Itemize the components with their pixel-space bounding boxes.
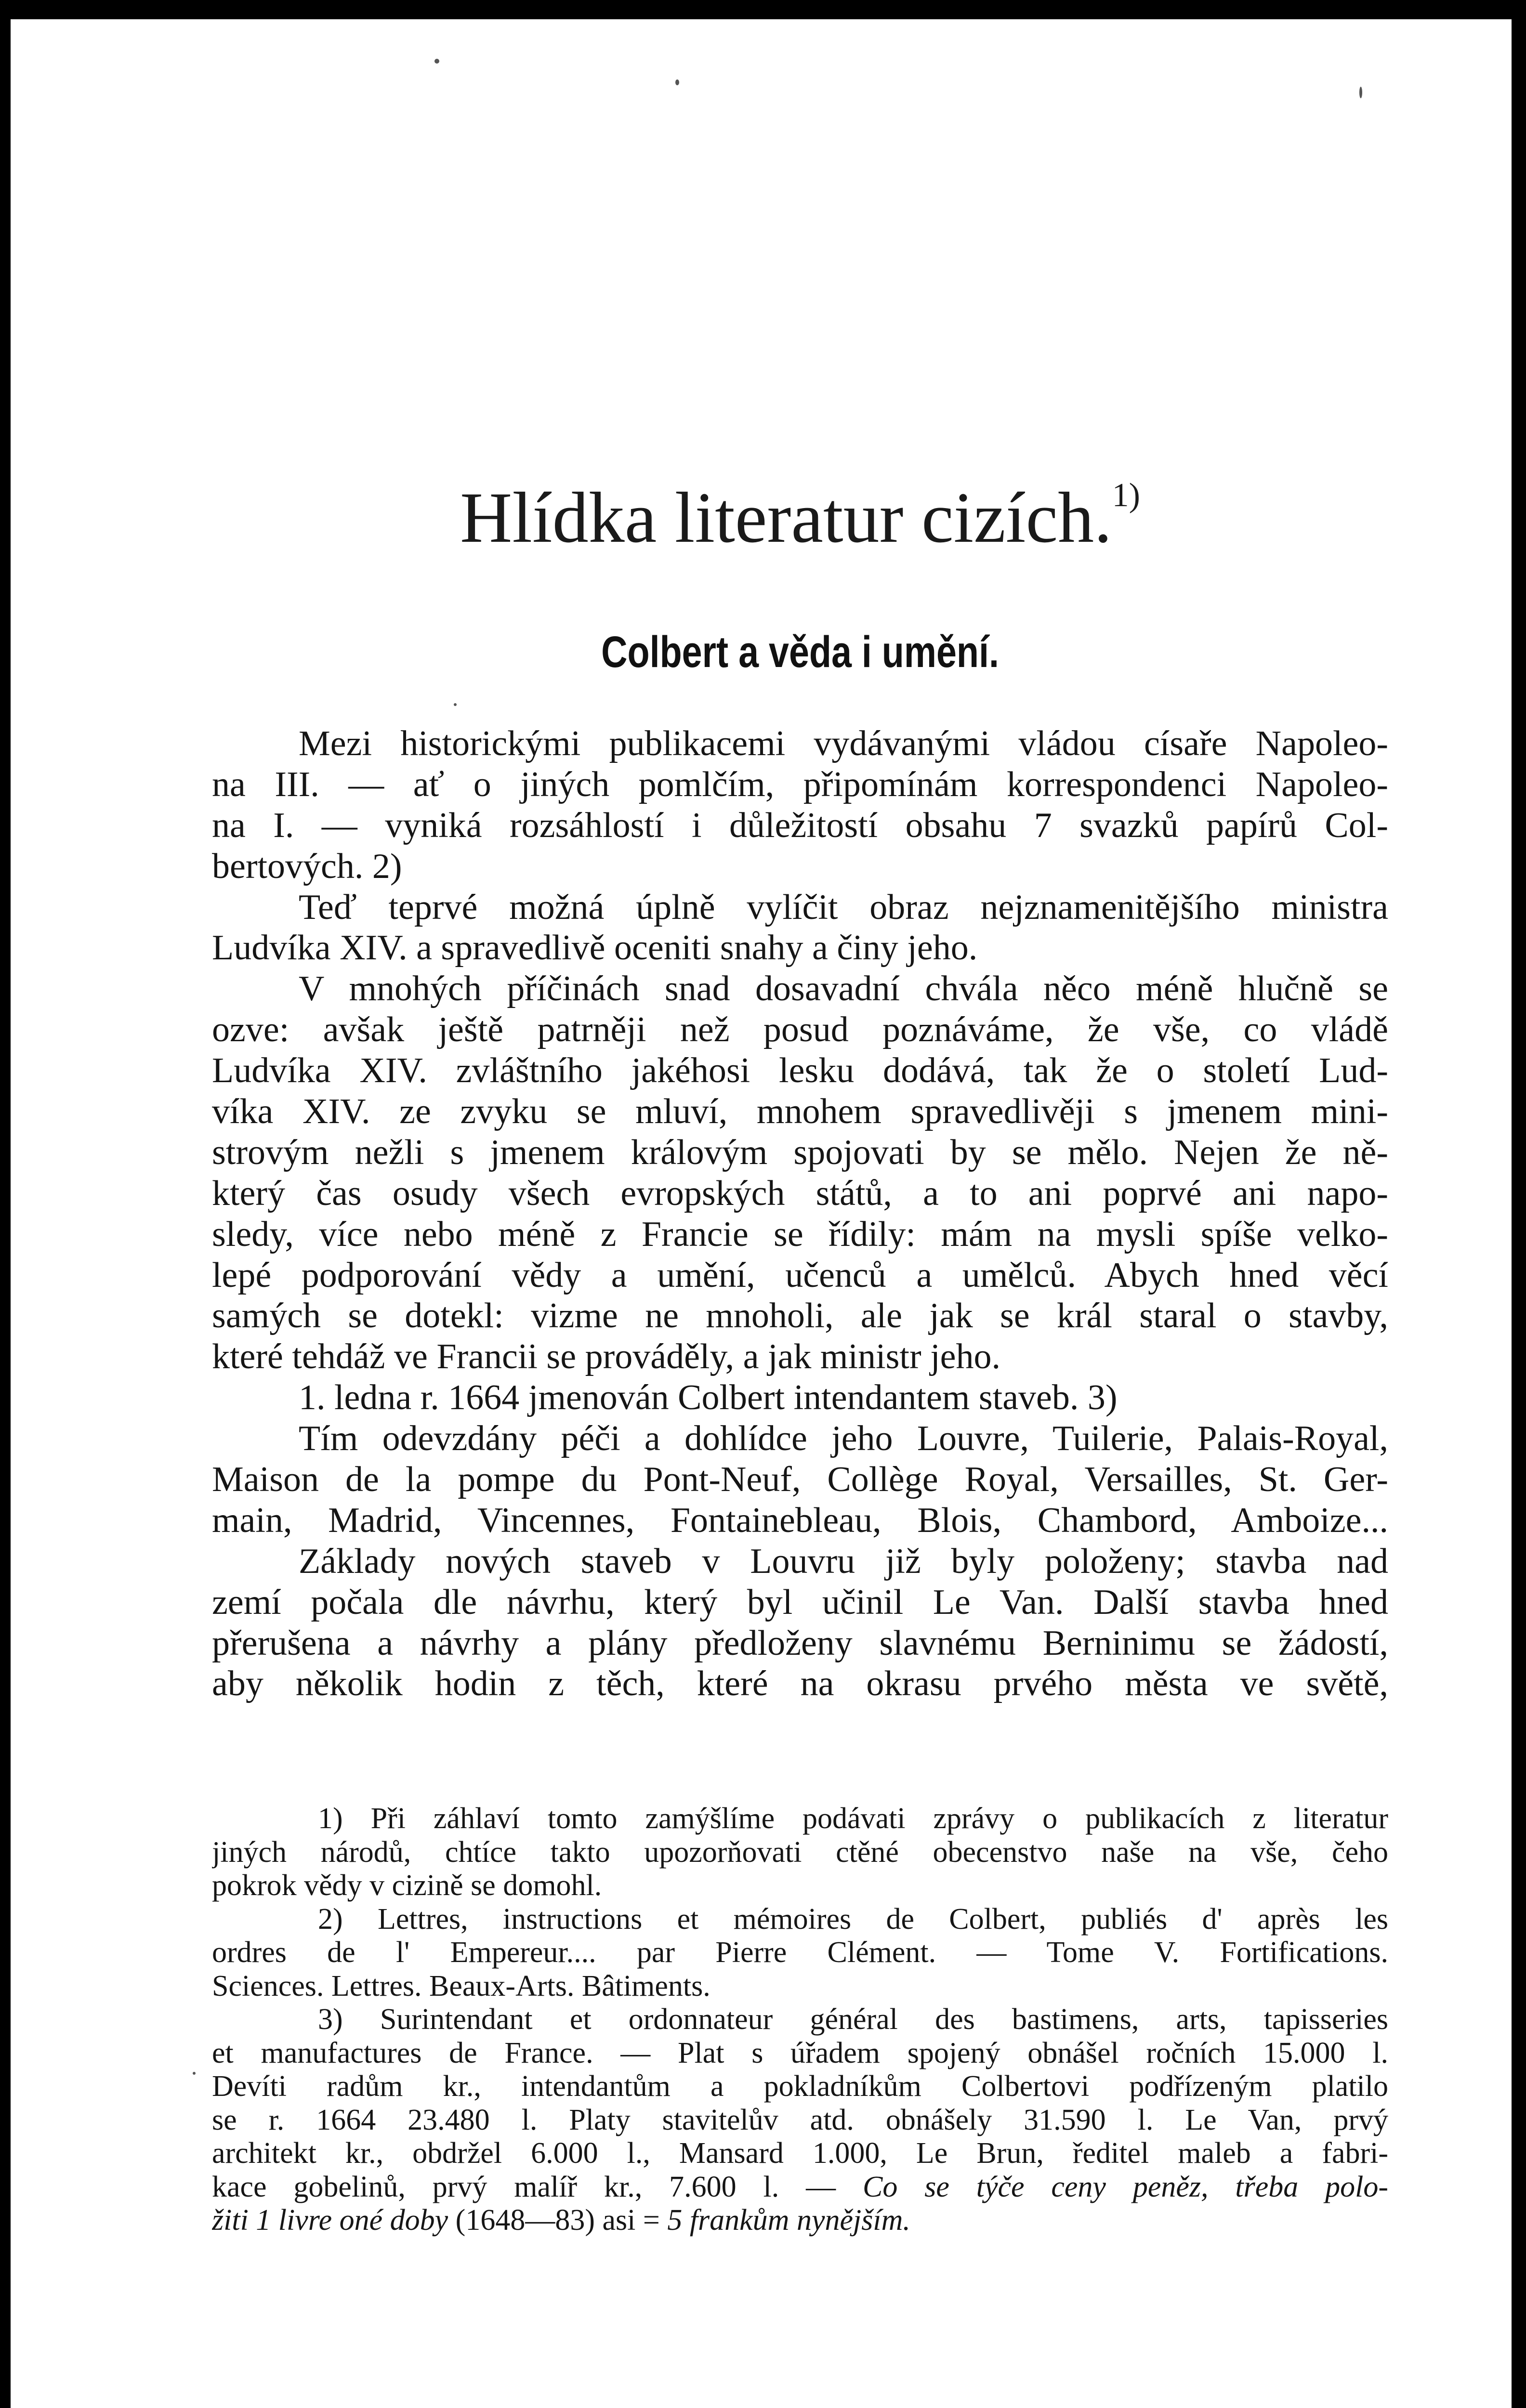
footnote-segment: 1) Při záhlaví tomto zamýšlíme podávati zprávy o publikacích z literatur <box>318 1802 1388 1835</box>
footnote-line <box>212 2171 1388 2204</box>
body-line: ozve: avšak ještě patrněji než posud poznáváme, že vše, co vládě <box>212 1010 1388 1050</box>
footnote-segment: Devíti radům kr., intendantům a pokladníkům Colbertovi podřízeným platilo <box>212 2070 1388 2103</box>
footnote-line <box>212 2003 1388 2037</box>
footnote-segment: 5 frankům nynějším. <box>667 2204 910 2237</box>
body-line: main, Madrid, Vincennes, Fontainebleau, Blois, Chambord, Amboize... <box>212 1500 1388 1540</box>
body-line: na I. — vyniká rozsáhlostí i důležitostí obsahu 7 svazků papírů Col- <box>212 805 1388 845</box>
scan-speck <box>454 703 457 706</box>
footnotes <box>212 1802 1388 2238</box>
body-line: Mezi historickými publikacemi vydávanými vládou císaře Napoleo- <box>299 724 1388 763</box>
footnote-segment: et manufactures de France. — Plat s úřadem spojený obnášel ročních 15.000 l. <box>212 2036 1388 2069</box>
footnote-line <box>212 2137 1388 2171</box>
footnote-line <box>212 2204 1388 2238</box>
footnote-segment: 2) Lettres, instructions et mémoires de Colbert, publiés d' après les <box>318 1902 1388 1936</box>
footnote-line <box>212 1869 1388 1903</box>
scan-speck <box>1359 87 1362 98</box>
article-heading: Colbert a věda i umění. <box>601 628 999 677</box>
body-line: aby několik hodin z těch, které na okrasu prvého města ve světě, <box>212 1664 1388 1704</box>
footnote-segment: pokrok vědy v cizině se domohl. <box>212 1869 602 1902</box>
footnote-segment: Sciences. Lettres. Beaux-Arts. Bâtiments. <box>212 1969 710 2002</box>
title-footnote-mark: 1) <box>1112 477 1140 514</box>
body-line: Tím odevzdány péči a dohlídce jeho Louvre, Tuilerie, Palais-Royal, <box>299 1419 1388 1459</box>
footnote-segment: architekt kr., obdržel 6.000 l., Mansard 1.000, Le Brun, ředitel maleb a fabri- <box>212 2137 1388 2170</box>
body-line: Teď teprvé možná úplně vylíčit obraz nejznamenitějšího ministra <box>299 887 1388 927</box>
body-line: které tehdáž ve Francii se prováděly, a jak ministr jeho. <box>212 1337 1000 1377</box>
body-line: Základy nových staveb v Louvru již byly položeny; stavba nad <box>299 1541 1388 1581</box>
page-sheet <box>11 19 1512 2408</box>
footnote-line <box>212 1936 1388 1970</box>
footnote-line <box>212 1802 1388 1836</box>
body-line: na III. — ať o jiných pomlčím, připomínám korrespondenci Napoleo- <box>212 764 1388 804</box>
footnote-segment: se r. 1664 23.480 l. Platy stavitelův atd. obnášely 31.590 l. Le Van, prvý <box>212 2103 1388 2136</box>
footnote-segment: Co se týče ceny peněz, třeba polo- <box>862 2170 1388 2203</box>
body-line: Ludvíka XIV. zvláštního jakéhosi lesku dodává, tak že o století Lud- <box>212 1051 1388 1091</box>
footnote-line <box>212 2070 1388 2104</box>
footnote-line <box>212 2104 1388 2137</box>
page-title-text: Hlídka literatur cizích. <box>460 478 1112 558</box>
body-line: V mnohých příčinách snad dosavadní chvála něco méně hlučně se <box>299 969 1388 1009</box>
article-body <box>212 723 1388 1704</box>
body-line: bertových. 2) <box>212 846 402 886</box>
footnote-line <box>212 1903 1388 1937</box>
body-line: lepé podporování vědy a umění, učenců a umělců. Abych hned věcí <box>212 1255 1388 1295</box>
footnote-segment: kace gobelinů, prvý malíř kr., 7.600 l. — <box>212 2170 863 2203</box>
body-line: strovým nežli s jmenem královým spojovati by se mělo. Nejen že ně- <box>212 1132 1388 1172</box>
footnote-segment: žiti 1 livre oné doby <box>212 2204 448 2237</box>
footnote-line <box>212 1836 1388 1870</box>
body-line: sledy, více nebo méně z Francie se řídily: mám na mysli spíše velko- <box>212 1214 1388 1254</box>
scan-speck <box>193 2072 196 2075</box>
body-line: který čas osudy všech evropských států, a to ani poprvé ani napo- <box>212 1173 1388 1213</box>
footnote-line <box>212 1970 1388 2003</box>
body-line: přerušena a návrhy a plány předloženy slavnému Berninimu se žádostí, <box>212 1623 1388 1663</box>
body-line: 1. ledna r. 1664 jmenován Colbert intendantem staveb. 3) <box>299 1378 1118 1418</box>
footnote-segment: ordres de l' Empereur.... par Pierre Clément. — Tome V. Fortifications. <box>212 1936 1388 1969</box>
body-line: Ludvíka XIV. a spravedlivě oceniti snahy a činy jeho. <box>212 928 978 968</box>
footnote-segment: (1648—83) asi = <box>448 2204 668 2237</box>
scan-speck <box>434 59 439 64</box>
footnote-segment: jiných národů, chtíce takto upozorňovati ctěné obecenstvo naše na vše, čeho <box>212 1835 1388 1869</box>
page-title <box>212 477 1388 558</box>
body-line: zemí počala dle návrhu, který byl učinil Le Van. Další stavba hned <box>212 1582 1388 1622</box>
footnote-line <box>212 2037 1388 2070</box>
body-line: víka XIV. ze zvyku se mluví, mnohem spravedlivěji s jmenem mini- <box>212 1092 1388 1132</box>
footnote-segment: 3) Surintendant et ordonnateur général des bastimens, arts, tapisseries <box>318 2003 1388 2036</box>
scan-speck <box>675 79 679 85</box>
body-line: samých se dotekl: vizme ne mnoholi, ale jak se král staral o stavby, <box>212 1296 1388 1336</box>
body-line: Maison de la pompe du Pont-Neuf, Collège Royal, Versailles, St. Ger- <box>212 1460 1388 1500</box>
